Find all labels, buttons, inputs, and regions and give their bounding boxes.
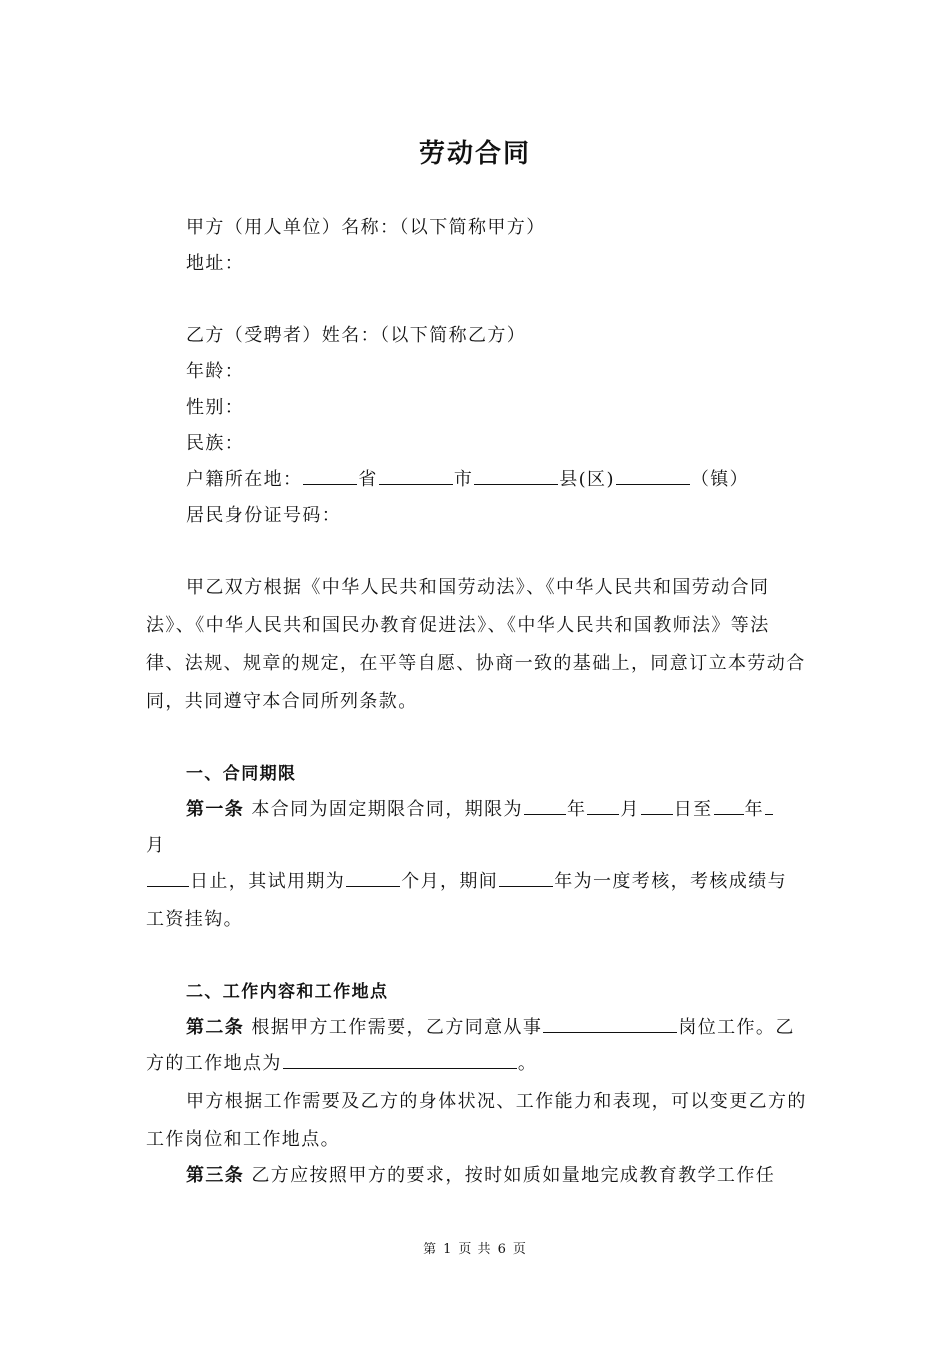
footer-suffix: 页 — [512, 1242, 527, 1257]
article-2-line — [186, 1016, 795, 1040]
article-2-text-a: 根据甲方工作需要，乙方同意从事 — [251, 1017, 543, 1038]
preamble-line: 甲乙双方根据《中华人民共和国劳动法》、《中华人民共和国劳动合同 — [186, 577, 770, 598]
section-2-heading: 二、工作内容和工作地点 — [186, 982, 389, 1002]
page-footer — [0, 1238, 950, 1257]
town-label: （镇） — [690, 469, 750, 490]
end-month-blank[interactable] — [765, 798, 773, 815]
article-2-text-b: 岗位工作。乙 — [678, 1017, 795, 1038]
article-2-line-2 — [146, 1052, 537, 1076]
article-3-label: 第三条 — [186, 1165, 245, 1186]
preamble-line: 法》、《中华人民共和国民办教育促进法》、《中华人民共和国教师法》等法 — [146, 615, 770, 636]
household-label: 户籍所在地： — [186, 469, 303, 490]
day-end-text: 日止，其试用期为 — [190, 871, 346, 892]
month-label: 月 — [620, 799, 640, 820]
article-1-month-line: 月 — [146, 835, 166, 856]
months-text: 个月，期间 — [401, 871, 499, 892]
province-blank[interactable] — [303, 468, 357, 485]
end-year-blank[interactable] — [714, 798, 744, 815]
footer-page-number: 1 — [443, 1242, 453, 1257]
end-day-blank[interactable] — [147, 870, 189, 887]
party-b-gender-label: 性别： — [186, 397, 245, 418]
annual-text: 年为一度考核，考核成绩与 — [554, 871, 788, 892]
article-1-line-4: 工资挂钩。 — [146, 909, 243, 930]
city-label: 市 — [453, 469, 474, 490]
article-3-text: 乙方应按照甲方的要求，按时如质如量地完成教育教学工作任 — [251, 1165, 776, 1186]
province-label: 省 — [358, 469, 378, 490]
footer-prefix: 第 — [423, 1242, 438, 1257]
article-1-line — [186, 798, 774, 822]
party-b-age-label: 年龄： — [186, 361, 245, 382]
household-line — [186, 468, 749, 492]
party-b-name-label: 乙方（受聘者）姓名：（以下简称乙方） — [186, 325, 527, 346]
section-1-heading: 一、合同期限 — [186, 764, 297, 784]
section-2-para-line: 甲方根据工作需要及乙方的身体状况、工作能力和表现，可以变更乙方的 — [186, 1091, 807, 1112]
party-a-address-label: 地址： — [186, 253, 245, 274]
preamble-line: 律、法规、规章的规定，在平等自愿、协商一致的基础上，同意订立本劳动合 — [146, 653, 806, 674]
article-1-text: 本合同为固定期限合同，期限为 — [251, 799, 523, 820]
party-b-id-label: 居民身份证号码： — [186, 505, 342, 526]
footer-total-pages: 6 — [497, 1242, 507, 1257]
footer-mid: 页 共 — [458, 1242, 492, 1257]
workplace-text: 方的工作地点为 — [146, 1053, 282, 1074]
article-1-label: 第一条 — [186, 799, 245, 820]
article-1-line-3 — [146, 870, 787, 894]
day-to-label: 日至 — [673, 799, 713, 820]
party-a-name-label: 甲方（用人单位）名称：（以下简称甲方） — [186, 217, 546, 238]
county-blank[interactable] — [474, 468, 558, 485]
article-3-line — [186, 1164, 775, 1188]
assessment-years-blank[interactable] — [499, 870, 553, 887]
document-title: 劳动合同 — [418, 139, 531, 169]
city-blank[interactable] — [379, 468, 453, 485]
start-day-blank[interactable] — [641, 798, 673, 815]
position-blank[interactable] — [543, 1016, 677, 1033]
section-2-para-line: 工作岗位和工作地点。 — [146, 1129, 340, 1150]
article-2-label: 第二条 — [186, 1017, 245, 1038]
party-b-ethnicity-label: 民族： — [186, 433, 245, 454]
preamble-line: 同，共同遵守本合同所列条款。 — [146, 691, 418, 712]
workplace-end: 。 — [517, 1053, 538, 1074]
county-label: 县(区) — [559, 469, 615, 490]
end-year-label: 年 — [744, 799, 764, 820]
start-year-blank[interactable] — [524, 798, 566, 815]
workplace-blank[interactable] — [283, 1052, 517, 1069]
start-month-blank[interactable] — [587, 798, 619, 815]
probation-months-blank[interactable] — [346, 870, 400, 887]
town-blank[interactable] — [616, 468, 690, 485]
year-label: 年 — [566, 799, 587, 820]
